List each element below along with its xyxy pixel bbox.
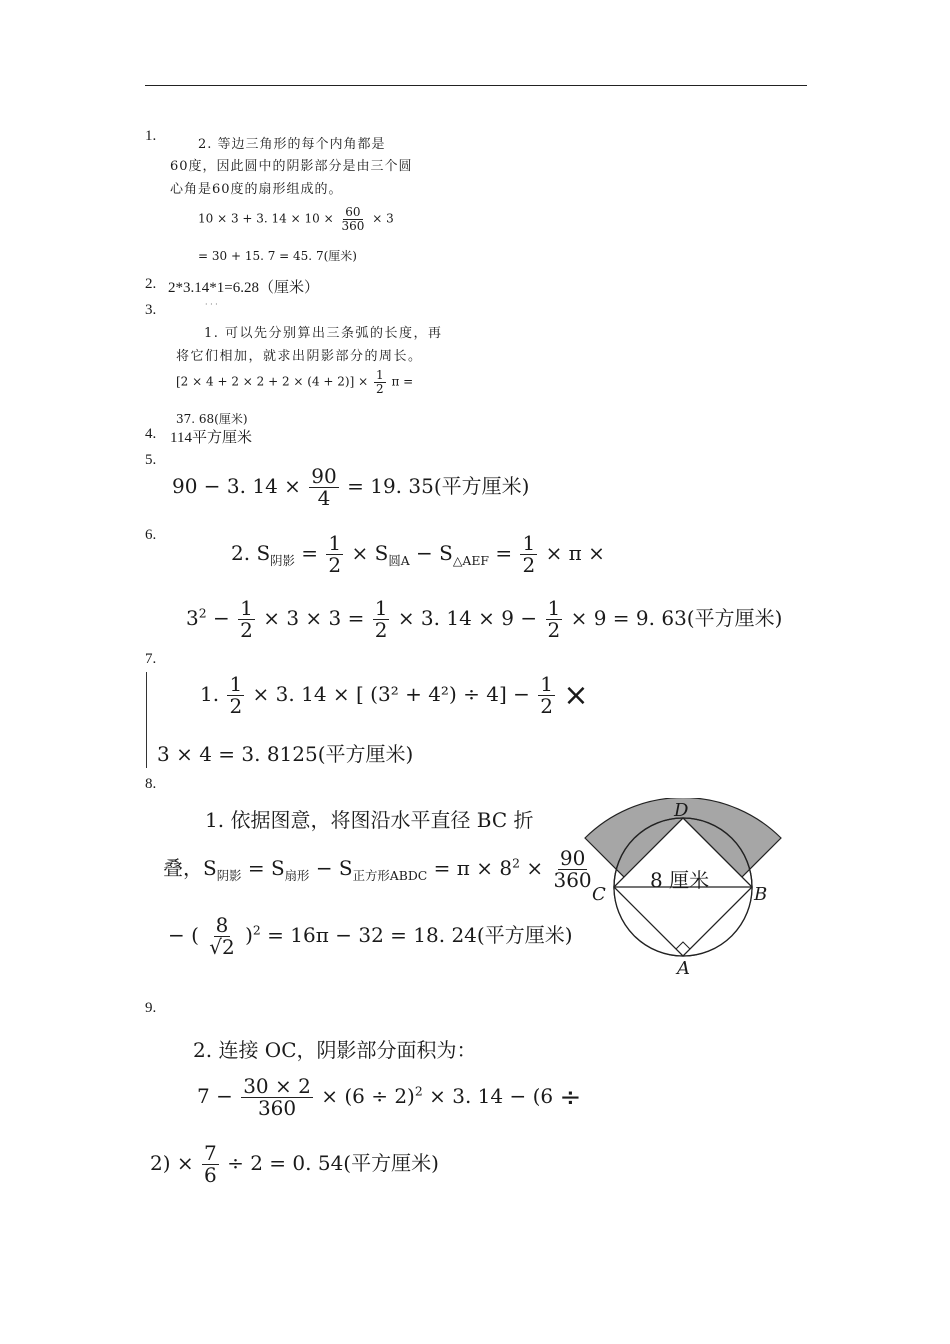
q1-line-3: 心角是60度的扇形组成的。 [170,182,343,197]
item-number-8: 8. [145,776,157,792]
item-number-7: 7. [145,651,157,667]
q6-line-2: $3^2$ − $\frac{1}{2}$ × 3 × 3 = $\frac{1}{2}$ × 3. 14 × 9 − $\frac{1}{2}$ × 9 = 9. 63(平方厘米) [186,596,783,642]
label-b: B [754,884,768,905]
q1-formula: 10 × 3 + 3. 14 × 10 × $\frac{60}{360}$ × 3 [198,205,394,233]
q8-line-3: − ( $\frac{8}{√2}$ )$^2$ = 16π − 32 = 18. 24(平方厘米) [168,913,573,959]
label-c: C [592,884,606,905]
q5-formula: 90 − 3. 14 × $\frac{90}{4}$ = 19. 35(平方厘米) [172,464,530,510]
item-2-answer: 2*3.14*1=6.28（厘米） [168,280,319,296]
q3-result: 37. 68(厘米) [176,412,248,426]
item-number-1: 1. [145,128,157,144]
q9-line-1: 2. 连接 OC，阴影部分面积为： [193,1038,477,1062]
q7-line-1: 1. $\frac{1}{2}$ × 3. 14 × [ (3² + 4²) ÷ 4] − $\frac{1}{2}$ × [200,672,589,718]
q3-line-2: 将它们相加，就求出阴影部分的周长。 [176,349,423,364]
q7-line-2: 3 × 4 = 3. 8125(平方厘米) [157,742,414,766]
q3-line-1: 1. 可以先分别算出三条弧的长度，再 [204,326,443,341]
q8-line-1: 1. 依据图意，将图沿水平直径 BC 折 [205,808,534,832]
q1-line-2: 60度，因此圆中的阴影部分是由三个圆 [170,159,413,174]
item-number-3: 3. [145,302,157,318]
q3-scan-mark: · · · [205,300,218,309]
item-number-2: 2. [145,276,157,292]
label-a: A [677,958,690,979]
header-rule [145,85,807,86]
item-number-4: 4. [145,426,157,442]
item-number-6: 6. [145,527,157,543]
q3-formula: [2 × 4 + 2 × 2 + 2 × (4 + 2)] × $\frac{1}{2}$ π = [176,368,414,396]
q1-line-1: 2. 等边三角形的每个内角都是 [198,137,386,152]
q9-line-2: 7 − $\frac{30 \times 2}{360}$ × $(6 \div 2)^2 \times 3$. 14 − (6 ÷ [197,1074,582,1120]
label-length: 8 厘米 [650,868,710,892]
q7-margin-line [146,672,147,768]
item-number-9: 9. [145,1000,157,1016]
q6-line-1: 2. $S_{阴影}$ = $\frac{1}{2}$ × $S_{圆A} - S_{\triangle AEF}$ = $\frac{1}{2}$ × π × [231,531,605,577]
q9-line-3: 2) × $\frac{7}{6}$ ÷ 2 = 0. 54(平方厘米) [150,1141,439,1187]
q8-line-2: 叠，$S_{阴影} = S_{扇形} - S_{正方形ABDC} = \pi \times 8^2$ × $\frac{90}{360}$ [163,846,592,892]
item-number-5: 5. [145,452,157,468]
q1-result: = 30 + 15. 7 = 45. 7(厘米) [198,249,357,263]
item-4-answer: 114平方厘米 [170,430,252,446]
label-d: D [674,800,689,821]
